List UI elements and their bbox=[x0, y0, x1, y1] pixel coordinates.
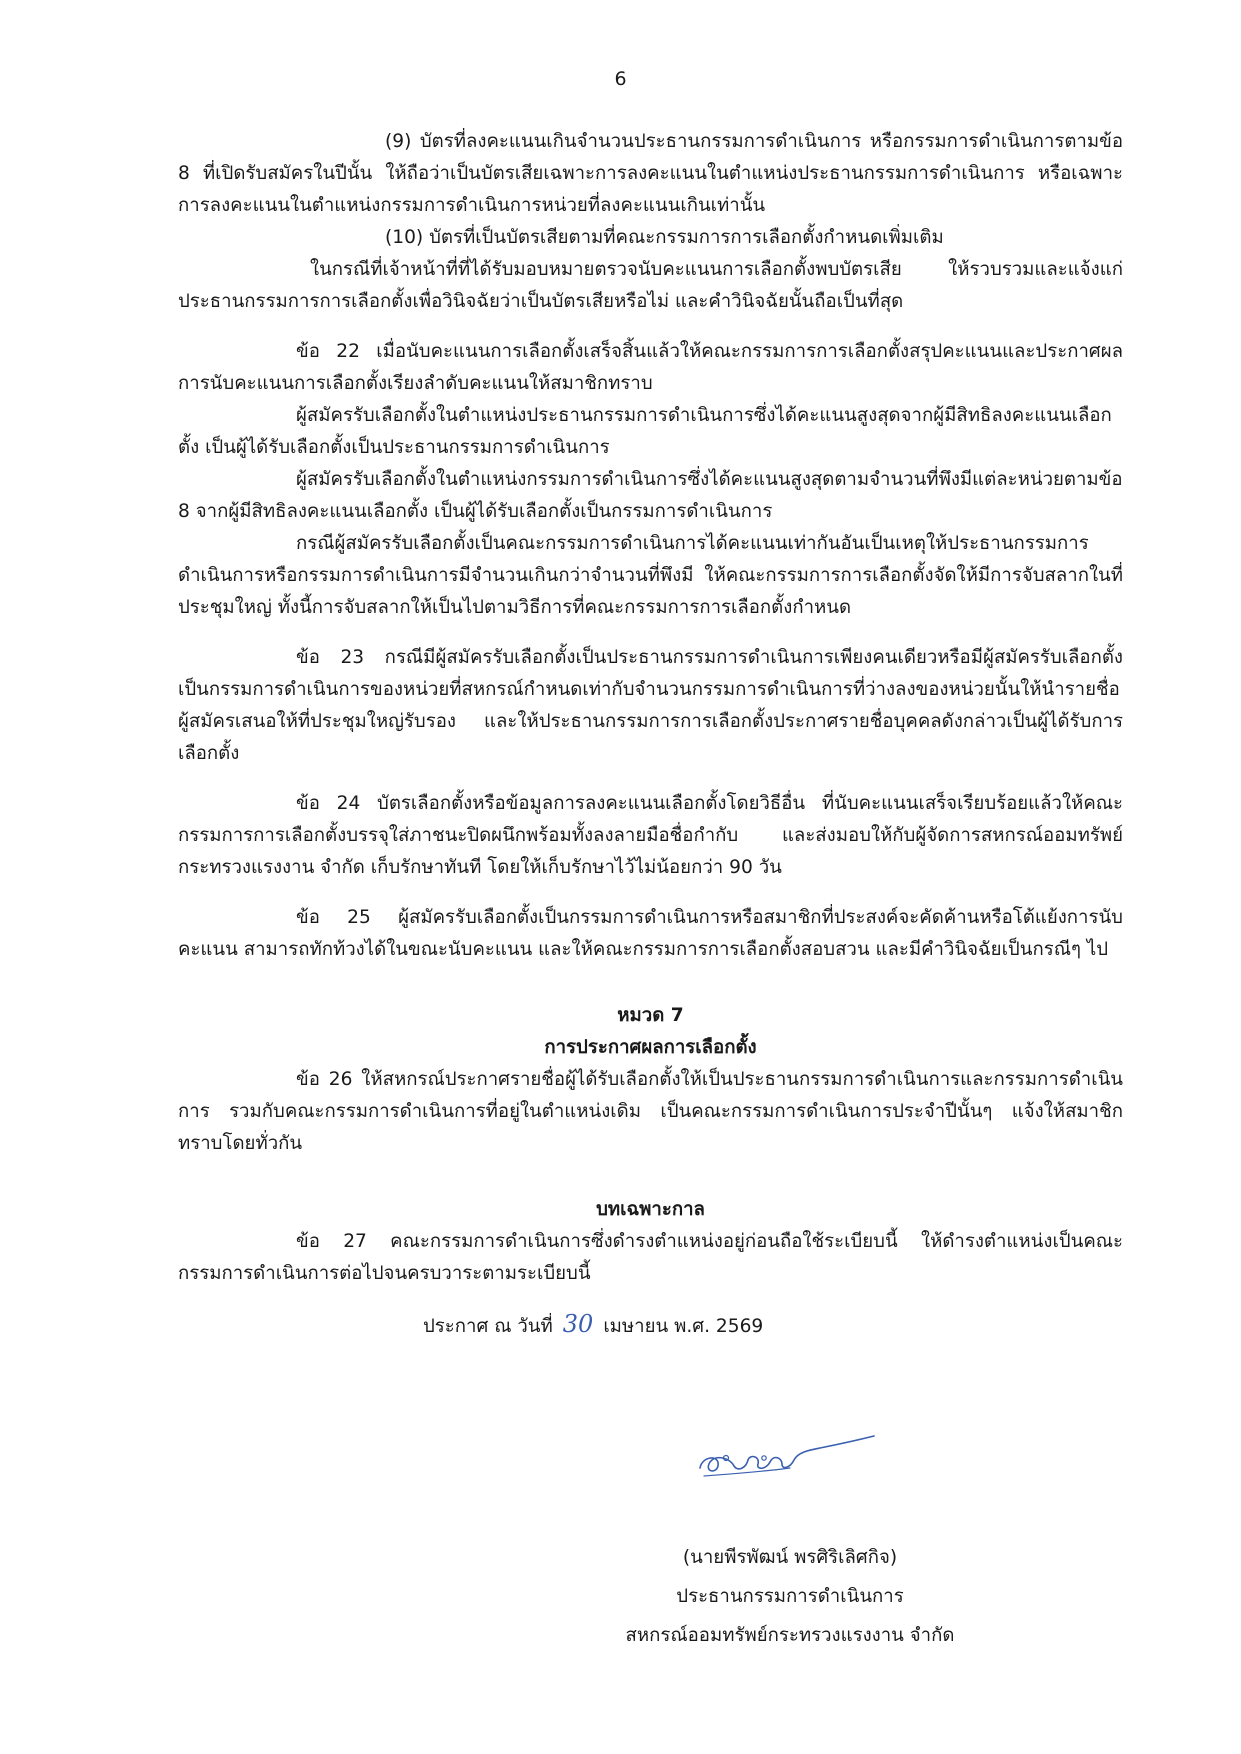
signatory-name: (นายพีรพัฒน์ พรศิริเลิศกิจ) bbox=[682, 1547, 898, 1568]
announcement-day: 30 bbox=[562, 1310, 594, 1338]
article-25: ข้อ 25 ผู้สมัครรับเลือกตั้งเป็นกรรมการดำเนินการหรือสมาชิกที่ประสงค์จะคัดค้านหรือโต้แย้งการนับคะแนน สามารถทักท้วงได้ในขณะนับคะแนน และให้คณะกรรมการการเลือกตั้งสอบสวน และมีคำวินิจฉัยเป็นกรณีๆ ไป bbox=[178, 907, 1123, 960]
clause-10: (10) บัตรที่เป็นบัตรเสียตามที่คณะกรรมการการเลือกตั้งกำหนดเพิ่มเติม bbox=[385, 227, 944, 248]
page-number: 6 bbox=[614, 68, 627, 90]
article-22: ข้อ 22 เมื่อนับคะแนนการเลือกตั้งเสร็จสิ้นแล้วให้คณะกรรมการการเลือกตั้งสรุปคะแนนและประกาศผลการนับคะแนนการเลือกตั้งเรียงลำดับคะแนนให้สมาชิกทราบ bbox=[178, 341, 1123, 394]
article-22-para-4: กรณีผู้สมัครรับเลือกตั้งเป็นคณะกรรมการดำเนินการได้คะแนนเท่ากันอันเป็นเหตุให้ประธานกรรมการดำเนินการหรือกรรมการดำเนินการมีจำนวนเกินกว่าจำนวนที่พึงมี ให้คณะกรรมการการเลือกตั้งจัดให้มีการจับสลากในที่ประชุมใหญ่ ทั้งนี้การจับสลากให้เป็นไปตามวิธีการที่คณะกรรมการการเลือกตั้งกำหนด bbox=[178, 533, 1123, 618]
clause-10-note: ในกรณีที่เจ้าหน้าที่ที่ได้รับมอบหมายตรวจนับคะแนนการเลือกตั้งพบบัตรเสีย ให้รวบรวมและแจ้งแก่ประธานกรรมการการเลือกตั้งเพื่อวินิจฉัยว่าเป็นบัตรเสียหรือไม่ และคำวินิจฉัยนั้นถือเป็นที่สุด bbox=[178, 259, 1123, 312]
announcement-prefix: ประกาศ ณ วันที่ bbox=[423, 1316, 553, 1337]
article-24: ข้อ 24 บัตรเลือกตั้งหรือข้อมูลการลงคะแนนเลือกตั้งโดยวิธีอื่น ที่นับคะแนนเสร็จเรียบร้อยแล้วให้คณะกรรมการการเลือกตั้งบรรจุใส่ภาชนะปิดผนึกพร้อมทั้งลงลายมือชื่อกำกับ และส่งมอบให้กับผู้จัดการสหกรณ์ออมทรัพย์กระทรวงแรงงาน จำกัด เก็บรักษาทันที โดยให้เก็บรักษาไว้ไม่น้อยกว่า 90 วัน bbox=[178, 793, 1123, 878]
handwritten-signature bbox=[690, 1428, 880, 1488]
article-22-para-2: ผู้สมัครรับเลือกตั้งในตำแหน่งประธานกรรมการดำเนินการซึ่งได้คะแนนสูงสุดจากผู้มีสิทธิลงคะแนนเลือกตั้ง เป็นผู้ได้รับเลือกตั้งเป็นประธานกรรมการดำเนินการ bbox=[178, 405, 1112, 458]
chapter-7-subtitle: การประกาศผลการเลือกตั้ง bbox=[544, 1037, 757, 1058]
announcement-date bbox=[178, 1308, 1123, 1343]
article-26: ข้อ 26 ให้สหกรณ์ประกาศรายชื่อผู้ได้รับเลือกตั้งให้เป็นประธานกรรมการดำเนินการและกรรมการดำเนินการ รวมกับคณะกรรมการดำเนินการที่อยู่ในตำแหน่งเดิม เป็นคณะกรรมการดำเนินการประจำปีนั้นๆ แจ้งให้สมาชิกทราบโดยทั่วกัน bbox=[178, 1069, 1123, 1154]
article-23: ข้อ 23 กรณีมีผู้สมัครรับเลือกตั้งเป็นประธานกรรมการดำเนินการเพียงคนเดียวหรือมีผู้สมัครรับเลือกตั้งเป็นกรรมการดำเนินการของหน่วยที่สหกรณ์กำหนดเท่ากับจำนวนกรรมการดำเนินการที่ว่างลงของหน่วยนั้นให้นำรายชื่อผู้สมัครเสนอให้ที่ประชุมใหญ่รับรอง และให้ประธานกรรมการการเลือกตั้งประกาศรายชื่อบุคคลดังกล่าวเป็นผู้ได้รับการเลือกตั้ง bbox=[178, 647, 1123, 764]
article-27: ข้อ 27 คณะกรรมการดำเนินการซึ่งดำรงตำแหน่งอยู่ก่อนถือใช้ระเบียบนี้ ให้ดำรงตำแหน่งเป็นคณะกรรมการดำเนินการต่อไปจนครบวาระตามระเบียบนี้ bbox=[178, 1231, 1123, 1284]
transitional-title: บทเฉพาะกาล bbox=[596, 1199, 705, 1220]
signatory-position: ประธานกรรมการดำเนินการ bbox=[676, 1586, 904, 1607]
document-body bbox=[178, 126, 1123, 1343]
clause-9: (9) บัตรที่ลงคะแนนเกินจำนวนประธานกรรมการดำเนินการ หรือกรรมการดำเนินการตามข้อ 8 ที่เปิดรับสมัครในปีนั้น ให้ถือว่าเป็นบัตรเสียเฉพาะการลงคะแนนในตำแหน่งประธานกรรมการดำเนินการ หรือเฉพาะการลงคะแนนในตำแหน่งกรรมการดำเนินการหน่วยที่ลงคะแนนเกินเท่านั้น bbox=[178, 131, 1123, 216]
chapter-7-title: หมวด 7 bbox=[617, 1005, 684, 1026]
article-22-para-3: ผู้สมัครรับเลือกตั้งในตำแหน่งกรรมการดำเนินการซึ่งได้คะแนนสูงสุดตามจำนวนที่พึงมีแต่ละหน่วยตามข้อ 8 จากผู้มีสิทธิลงคะแนนเลือกตั้ง เป็นผู้ได้รับเลือกตั้งเป็นกรรมการดำเนินการ bbox=[178, 469, 1123, 522]
announcement-month-year: เมษายน พ.ศ. 2569 bbox=[603, 1316, 764, 1337]
signature-block bbox=[620, 1538, 960, 1655]
signatory-organization: สหกรณ์ออมทรัพย์กระทรวงแรงงาน จำกัด bbox=[625, 1625, 955, 1646]
